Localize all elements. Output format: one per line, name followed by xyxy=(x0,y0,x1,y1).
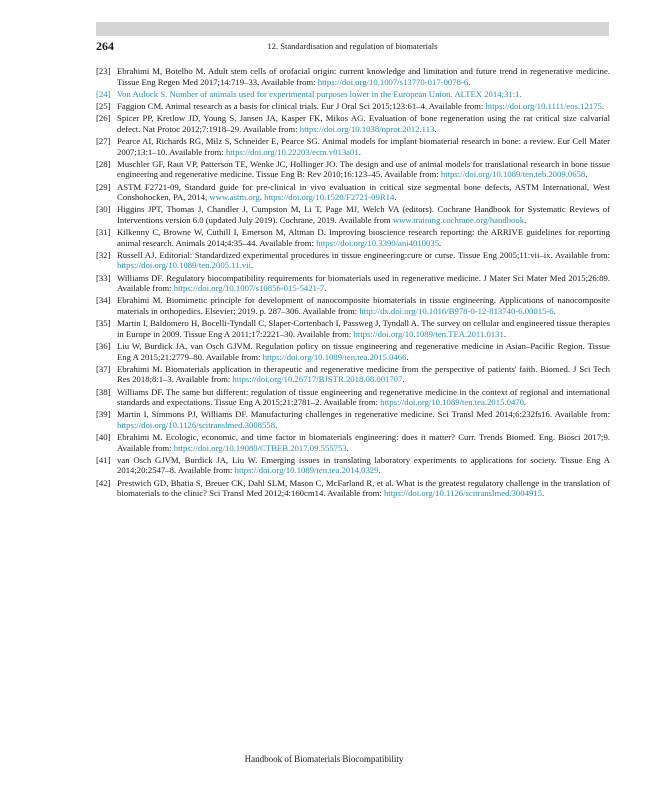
reference-tail: . xyxy=(378,465,381,476)
reference-tail: . xyxy=(468,76,471,87)
reference-tail: . xyxy=(585,169,588,180)
page-number: 264 xyxy=(96,39,114,53)
reference-text: Martin I, Baldomero H, Bocelli-Tyndall C, Slaper-Cortenbach I, Passweg J, Tyndall A. The survey on cellular and engineered tissue therapies in Europe in 2009. Tissue Eng A 2011;17:2221–30. Available from: xyxy=(117,318,610,339)
reference-link[interactable]: https://doi.org/10.1089/ten.tea.2015.0470 xyxy=(380,397,524,408)
reference-text: Ebrahimi M. Ecologic, economic, and time factor in biomaterials engineering: does it matter? Curr. Trends Biomed. Eng. Biosci 2017;9. Available from: xyxy=(117,432,610,453)
reference-tail: . xyxy=(394,192,397,203)
reference-tail: . xyxy=(275,419,278,430)
reference-tail: . xyxy=(601,100,605,111)
reference-number: [42] xyxy=(96,477,111,488)
reference-tail: . xyxy=(503,328,506,339)
reference-tail: . xyxy=(250,260,254,271)
reference-link[interactable]: https://doi.org/10.1038/nprot.2012.113 xyxy=(299,123,435,134)
reference-tail: . xyxy=(402,374,405,385)
reference-item xyxy=(96,341,610,362)
reference-text: Kilkenny C, Browne W, Cuthill I, Emerson M, Altman D. Improving bioscience research reporting: the ARRIVE guidelines for reporting animal research. Animals 2014;4:35–44. Available from: xyxy=(117,227,610,248)
book-title-footer: Handbook of Biomaterials Biocompatibility xyxy=(244,754,404,764)
reference-number: [38] xyxy=(96,386,111,397)
reference-tail: . xyxy=(358,146,361,157)
reference-number: [41] xyxy=(96,454,111,465)
reference-item xyxy=(96,387,610,408)
reference-number: [29] xyxy=(96,181,111,192)
reference-item xyxy=(96,89,610,100)
reference-link[interactable]: https://doi.org/10.19080/CTBEB.2017.09.555753 xyxy=(173,442,347,453)
reference-item xyxy=(96,295,610,316)
reference-link[interactable]: http://dx.doi.org/10.1016/B978-0-12-813740-6.00015-6 xyxy=(359,306,554,316)
reference-text: Williams DF. The same but different: regulation of tissue engineering and regenerative medicine in the context of regional and international standards and expectations. Tissue Eng A 2015;21:2781–2. Available from: xyxy=(117,386,610,408)
chapter-title: 12. Standardisation and regulation of biomaterials xyxy=(267,41,438,51)
reference-tail: . xyxy=(439,237,442,248)
reference-link[interactable]: https://doi.org/10.3390/ani4010035 xyxy=(316,237,440,248)
reference-list xyxy=(96,66,610,500)
header-bar xyxy=(96,22,609,36)
reference-link[interactable]: https://doi.org/10.1126/scitranslmed.3004915 xyxy=(383,488,542,499)
reference-text: Prestwich GD, Bhatia S, Breuer CK, Dahl SLM, Mason C, McFarland R, et al. What is the greatest regulatory challenge in the translation of biomaterials to the clinic? Sci Transl Med 2012;4:160cm14. Available from: xyxy=(117,477,610,499)
reference-link[interactable]: https://doi.org/10.26717/BJSTR.2018.08.001707 xyxy=(232,374,403,385)
reference-number: [27] xyxy=(96,135,111,146)
reference-number: [26] xyxy=(96,113,111,124)
reference-text: Ebrahimi M, Botelho M. Adult stem cells of orofacial origin: current knowledge and limitation and future trend in regenerative medicine. Tissue Eng Regen Med 2017;14:719–33. Available from: xyxy=(117,66,610,87)
reference-text: Williams DF. Regulatory biocompatibility requirements for biomaterials used in regenerative medicine. J Mater Sci Mater Med 2015;26:89. Available from: xyxy=(117,272,610,294)
reference-number: [34] xyxy=(96,295,111,306)
reference-tail: . xyxy=(324,283,327,294)
reference-item xyxy=(96,455,610,476)
reference-text: Liu W, Burdick JA, van Osch GJVM. Regulation policy on tissue engineering and regenerative medicine in Asian–Pacific Region. Tissue Eng A 2015;21:2779–80. Available from: xyxy=(117,340,610,362)
reference-text: Martin I, Simmons PJ, Williams DF. Manufacturing challenges in regenerative medicine. Sci Transl Med 2014;6:232fs16. Available from: xyxy=(117,409,610,420)
reference-item xyxy=(96,182,610,203)
reference-link[interactable]: https://doi.org/10.1089/ten.TEA.2011.0131 xyxy=(353,328,504,339)
reference-link[interactable]: https://doi.org/10.1089/ten.tea.2014.0329 xyxy=(234,465,379,476)
reference-item xyxy=(96,409,610,430)
reference-item xyxy=(96,273,610,294)
reference-number: [28] xyxy=(96,158,111,169)
reference-number: [33] xyxy=(96,272,111,283)
reference-number: [40] xyxy=(96,432,111,443)
reference-text: Spicer PP, Kretlow JD, Young S, Jansen JA, Kasper FK, Mikos AG. Evaluation of bone regeneration using the rat critical size calvarial defect. Nat Protoc 2012;7:1918–29. Available from: xyxy=(117,113,610,134)
reference-tail: . xyxy=(542,488,545,499)
reference-item xyxy=(96,204,610,225)
reference-text: Higgins JPT, Thomas J, Chandler J, Cumpston M, Li T, Page MJ, Welch VA (editors). Cochrane Handbook for Systematic Reviews of Interventions version 6.0 (updated July 2019). Cochrane, 2019. Available from xyxy=(117,204,610,225)
reference-item xyxy=(96,101,610,112)
reference-tail: . xyxy=(553,306,556,316)
reference-link[interactable]: https://doi.org/10.1089/ten.2005.11.vii xyxy=(117,260,251,271)
reference-link[interactable]: https://doi.org/10.1126/scitranslmed.3008558 xyxy=(117,419,276,430)
reference-link[interactable]: https://doi.org/10.22203/ecm.v013a01 xyxy=(225,146,359,157)
reference-number: [30] xyxy=(96,204,111,215)
reference-link[interactable]: https://doi.org/10.1111/eos.12175 xyxy=(485,100,602,111)
reference-item xyxy=(96,66,610,87)
reference-item xyxy=(96,227,610,248)
reference-link-secondary[interactable]: https://doi.org/10.1520/F2721-09R14 xyxy=(264,192,395,203)
reference-text: Ebrahimi M. Biomimetic principle for development of nanocomposite biomaterials in tissue engineering. Applications of nanocomposite materials in orthopedics. Elsevier; 2019. p. 287–306. Available from: xyxy=(117,295,610,316)
reference-item xyxy=(96,432,610,453)
reference-tail: . xyxy=(406,351,409,362)
reference-number: [24] xyxy=(96,88,111,99)
reference-number: [37] xyxy=(96,363,111,374)
reference-item xyxy=(96,250,610,271)
reference-text: van Osch GJVM, Burdick JA, Liu W. Emerging issues in translating laboratory experiments to applications for society. Tissue Eng A 2014;20:2547–8. Available from: xyxy=(117,454,610,476)
reference-text[interactable]: Von Aulock S. Number of animals used for experimental purposes lower in the European Union. ALTEX 2014;31:1. xyxy=(117,88,522,99)
reference-item xyxy=(96,136,610,157)
reference-link[interactable]: https://doi.org/10.1007/s13770-017-0078-6 xyxy=(317,76,469,87)
reference-text: ASTM F2721-09, Standard guide for pre-clinical in vivo evaluation in critical size segmental bone defects, ASTM International, West Conshohocken, PA, 2014, xyxy=(117,181,610,203)
reference-text: Ebrahimi M. Biomaterials application in therapeutic and regenerative medicine from the perspective of patients' faith. Biomed. J Sci Tech Res 2018;8:1–3. Available from: xyxy=(117,363,610,385)
reference-item xyxy=(96,364,610,385)
reference-tail: . xyxy=(346,442,349,453)
reference-text: Faggion CM. Animal research as a basis for clinical trials. Eur J Oral Sci 2015;123:61–4. Available from: xyxy=(117,100,486,111)
reference-item xyxy=(96,113,610,134)
reference-number: [36] xyxy=(96,340,111,351)
reference-number: [39] xyxy=(96,409,111,420)
reference-number: [23] xyxy=(96,66,111,76)
page-header xyxy=(96,39,609,53)
reference-number: [35] xyxy=(96,318,111,329)
reference-link[interactable]: https://doi.org/10.1089/ten.tea.2015.0466 xyxy=(262,351,407,362)
reference-tail: . xyxy=(259,192,265,203)
reference-text: Pearce AI, Richards RG, Milz S, Schneider E, Pearce SG. Animal models for implant biomaterial research in bone: a review. Eur Cell Mater 2007;13:1–10. Available from: xyxy=(117,135,610,157)
reference-item xyxy=(96,318,610,339)
reference-tail: . xyxy=(524,214,527,225)
reference-link[interactable]: https://doi.org/10.1007/s10856-015-5421-7 xyxy=(173,283,325,294)
reference-number: [32] xyxy=(96,249,111,260)
reference-tail: . xyxy=(434,123,437,134)
reference-link[interactable]: www.astm.org xyxy=(209,192,260,203)
reference-link[interactable]: www.training.cochrane.org/handbook xyxy=(392,214,525,225)
reference-link[interactable]: https://doi.org/10.1089/ten.teb.2009.0658 xyxy=(440,169,586,180)
reference-item xyxy=(96,478,610,499)
reference-text: Russell AJ. Editorial: Standardized experimental procedures in tissue engineering:cure or curse. Tissue Eng 2005;11:vii–ix. Available from: xyxy=(117,249,610,260)
reference-number: [25] xyxy=(96,100,111,111)
reference-number: [31] xyxy=(96,227,111,238)
reference-tail: . xyxy=(524,397,527,408)
reference-item xyxy=(96,159,610,180)
reference-text: Muschler GF, Raut VP, Patterson TE, Wenke JC, Hollinger JO. The design and use of animal models for translational research in bone tissue engineering and regenerative medicine. Tissue Eng B: Rev 2010;16:123–45. Available from: xyxy=(117,158,610,180)
